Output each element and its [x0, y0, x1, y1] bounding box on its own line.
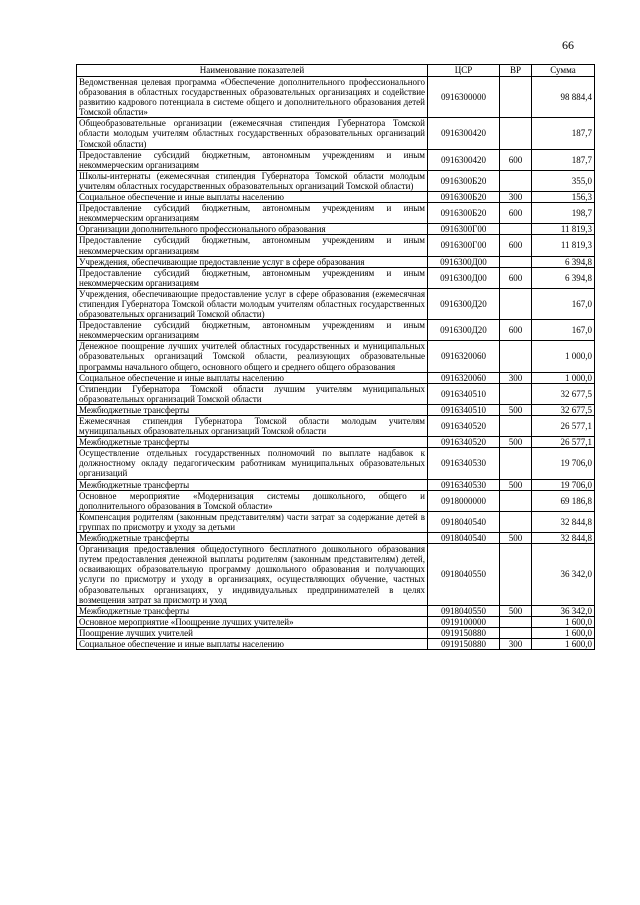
- table-row: [77, 118, 595, 149]
- row-csr-cell: 0918000000: [428, 490, 500, 511]
- page-number: 66: [562, 38, 574, 52]
- row-csr-cell: 0916300000: [428, 77, 500, 118]
- table-row: [77, 267, 595, 288]
- table-row: [77, 203, 595, 224]
- row-csr-cell: 0916300Б20: [428, 170, 500, 191]
- row-sum-cell: 36 342,0: [532, 544, 595, 606]
- row-name-cell: Социальное обеспечение и иные выплаты населению: [77, 372, 428, 383]
- table-row: [77, 616, 595, 627]
- row-vr-cell: [500, 170, 532, 191]
- row-name-cell: Денежное поощрение лучших учителей областных государственных и муниципальных образовательных организаций Томской области, реализующих образовательные программы начального общего, основного общего и среднего общего образования: [77, 341, 428, 372]
- row-vr-cell: 300: [500, 372, 532, 383]
- row-csr-cell: 0916300420: [428, 149, 500, 170]
- table-row: [77, 341, 595, 372]
- row-vr-cell: 500: [500, 437, 532, 448]
- row-vr-cell: 500: [500, 404, 532, 415]
- row-vr-cell: [500, 490, 532, 511]
- row-sum-cell: 1 600,0: [532, 627, 595, 638]
- row-vr-cell: 600: [500, 267, 532, 288]
- table-row: [77, 448, 595, 479]
- row-sum-cell: 26 577,1: [532, 416, 595, 437]
- row-vr-cell: [500, 448, 532, 479]
- row-csr-cell: 0916340510: [428, 404, 500, 415]
- table-row: [77, 192, 595, 203]
- header-csr: ЦСР: [428, 65, 500, 77]
- row-name-cell: Учреждения, обеспечивающие предоставление услуг в сфере образования: [77, 256, 428, 267]
- row-vr-cell: [500, 416, 532, 437]
- row-name-cell: Школы-интернаты (ежемесячная стипендия Губернатора Томской области молодым учителям областных государственных образовательных организаций Томской области): [77, 170, 428, 191]
- table-header: [77, 65, 595, 77]
- row-csr-cell: 0916300Д20: [428, 288, 500, 319]
- row-name-cell: Социальное обеспечение и иные выплаты населению: [77, 638, 428, 649]
- table-row: [77, 437, 595, 448]
- header-row: [77, 65, 595, 77]
- row-csr-cell: 0916300Д00: [428, 256, 500, 267]
- table-row: [77, 627, 595, 638]
- row-csr-cell: 0916320060: [428, 372, 500, 383]
- row-sum-cell: 19 706,0: [532, 448, 595, 479]
- table-row: [77, 404, 595, 415]
- row-name-cell: Социальное обеспечение и иные выплаты населению: [77, 192, 428, 203]
- table-row: [77, 533, 595, 544]
- row-sum-cell: 156,3: [532, 192, 595, 203]
- row-sum-cell: 6 394,8: [532, 256, 595, 267]
- table-row: [77, 170, 595, 191]
- row-vr-cell: [500, 256, 532, 267]
- row-name-cell: Компенсация родителям (законным представителям) части затрат за содержание детей в группах по присмотру и уходу за детьми: [77, 511, 428, 532]
- row-csr-cell: 0918040540: [428, 511, 500, 532]
- row-sum-cell: 6 394,8: [532, 267, 595, 288]
- row-csr-cell: 0919100000: [428, 616, 500, 627]
- row-vr-cell: [500, 118, 532, 149]
- row-csr-cell: 0916340520: [428, 416, 500, 437]
- row-sum-cell: 32 844,8: [532, 511, 595, 532]
- row-vr-cell: 500: [500, 479, 532, 490]
- row-name-cell: Организация предоставления общедоступного бесплатного дошкольного образования путем предоставления денежной выплаты родителям (законным представителям) детей, осваивающих образовательную программу дошкольного образования и получающих услуги по присмотру и уходу в организациях, осуществляющих обучение, частных образовательных организациях, у индивидуальных предпринимателей в целях возмещения затрат за присмотр и уход: [77, 544, 428, 606]
- row-csr-cell: 0916300420: [428, 118, 500, 149]
- row-name-cell: Межбюджетные трансферты: [77, 404, 428, 415]
- row-sum-cell: 11 819,3: [532, 235, 595, 256]
- row-sum-cell: 26 577,1: [532, 437, 595, 448]
- table-row: [77, 235, 595, 256]
- row-vr-cell: 600: [500, 320, 532, 341]
- row-csr-cell: 0916300Д20: [428, 320, 500, 341]
- row-vr-cell: [500, 383, 532, 404]
- row-sum-cell: 198,7: [532, 203, 595, 224]
- table-row: [77, 490, 595, 511]
- table-row: [77, 77, 595, 118]
- row-csr-cell: 0916300Г00: [428, 224, 500, 235]
- row-vr-cell: 600: [500, 149, 532, 170]
- row-name-cell: Предоставление субсидий бюджетным, автономным учреждениям и иным некоммерческим организациям: [77, 149, 428, 170]
- row-csr-cell: 0916300Б20: [428, 203, 500, 224]
- row-csr-cell: 0916300Д00: [428, 267, 500, 288]
- row-name-cell: Организации дополнительного профессионального образования: [77, 224, 428, 235]
- row-name-cell: Основное мероприятие «Модернизация системы дошкольного, общего и дополнительного образования в Томской области»: [77, 490, 428, 511]
- table-row: [77, 416, 595, 437]
- row-vr-cell: [500, 511, 532, 532]
- row-csr-cell: 0916320060: [428, 341, 500, 372]
- table-row: [77, 383, 595, 404]
- row-sum-cell: 32 677,5: [532, 383, 595, 404]
- row-csr-cell: 0916340510: [428, 383, 500, 404]
- row-csr-cell: 0916300Г00: [428, 235, 500, 256]
- row-sum-cell: 1 000,0: [532, 372, 595, 383]
- row-vr-cell: [500, 341, 532, 372]
- header-vr: ВР: [500, 65, 532, 77]
- row-sum-cell: 355,0: [532, 170, 595, 191]
- row-sum-cell: 32 844,8: [532, 533, 595, 544]
- row-name-cell: Предоставление субсидий бюджетным, автономным учреждениям и иным некоммерческим организациям: [77, 203, 428, 224]
- table-row: [77, 638, 595, 649]
- row-sum-cell: 36 342,0: [532, 605, 595, 616]
- row-sum-cell: 187,7: [532, 118, 595, 149]
- row-vr-cell: 600: [500, 235, 532, 256]
- row-vr-cell: [500, 616, 532, 627]
- table-row: [77, 479, 595, 490]
- row-sum-cell: 1 600,0: [532, 616, 595, 627]
- row-sum-cell: 32 677,5: [532, 404, 595, 415]
- row-vr-cell: [500, 224, 532, 235]
- row-csr-cell: 0918040540: [428, 533, 500, 544]
- table-row: [77, 256, 595, 267]
- row-vr-cell: 600: [500, 203, 532, 224]
- row-name-cell: Учреждения, обеспечивающие предоставление услуг в сфере образования (ежемесячная стипендия Губернатора Томской области молодым учителям областных государственных образовательных организаций Томской области): [77, 288, 428, 319]
- table-row: [77, 544, 595, 606]
- table-body: [77, 77, 595, 650]
- row-csr-cell: 0916340520: [428, 437, 500, 448]
- row-name-cell: Общеобразовательные организации (ежемесячная стипендия Губернатора Томской области молодым учителям областных государственных образовательных организаций Томской области): [77, 118, 428, 149]
- row-csr-cell: 0916300Б20: [428, 192, 500, 203]
- row-csr-cell: 0916340530: [428, 479, 500, 490]
- row-sum-cell: 19 706,0: [532, 479, 595, 490]
- table-row: [77, 511, 595, 532]
- row-sum-cell: 98 884,4: [532, 77, 595, 118]
- row-name-cell: Ежемесячная стипендия Губернатора Томской области молодым учителям муниципальных образовательных организаций Томской области: [77, 416, 428, 437]
- row-vr-cell: 300: [500, 192, 532, 203]
- row-vr-cell: [500, 77, 532, 118]
- row-vr-cell: [500, 544, 532, 606]
- row-vr-cell: [500, 627, 532, 638]
- table-row: [77, 320, 595, 341]
- row-csr-cell: 0918040550: [428, 544, 500, 606]
- row-name-cell: Осуществление отдельных государственных полномочий по выплате надбавок к должностному окладу педагогическим работникам муниципальных образовательных организаций: [77, 448, 428, 479]
- budget-table: [76, 64, 595, 650]
- table-row: [77, 149, 595, 170]
- row-name-cell: Межбюджетные трансферты: [77, 479, 428, 490]
- row-name-cell: Основное мероприятие «Поощрение лучших учителей»: [77, 616, 428, 627]
- row-vr-cell: 300: [500, 638, 532, 649]
- row-sum-cell: 187,7: [532, 149, 595, 170]
- row-name-cell: Межбюджетные трансферты: [77, 605, 428, 616]
- table-row: [77, 224, 595, 235]
- row-name-cell: Предоставление субсидий бюджетным, автономным учреждениям и иным некоммерческим организациям: [77, 267, 428, 288]
- row-name-cell: Ведомственная целевая программа «Обеспечение дополнительного профессионального образования в областных государственных образовательных организациях и содействие развитию кадрового потенциала в системе общего и дополнительного образования детей Томской области»: [77, 77, 428, 118]
- row-sum-cell: 69 186,8: [532, 490, 595, 511]
- row-name-cell: Межбюджетные трансферты: [77, 437, 428, 448]
- row-vr-cell: 500: [500, 605, 532, 616]
- row-name-cell: Предоставление субсидий бюджетным, автономным учреждениям и иным некоммерческим организациям: [77, 320, 428, 341]
- row-sum-cell: 11 819,3: [532, 224, 595, 235]
- row-sum-cell: 1 600,0: [532, 638, 595, 649]
- row-name-cell: Стипендии Губернатора Томской области лучшим учителям муниципальных образовательных организаций Томской области: [77, 383, 428, 404]
- table-row: [77, 288, 595, 319]
- row-csr-cell: 0919150880: [428, 638, 500, 649]
- row-vr-cell: 500: [500, 533, 532, 544]
- row-name-cell: Предоставление субсидий бюджетным, автономным учреждениям и иным некоммерческим организациям: [77, 235, 428, 256]
- table-row: [77, 605, 595, 616]
- header-sum: Сумма: [532, 65, 595, 77]
- row-sum-cell: 167,0: [532, 320, 595, 341]
- row-csr-cell: 0918040550: [428, 605, 500, 616]
- row-csr-cell: 0916340530: [428, 448, 500, 479]
- row-vr-cell: [500, 288, 532, 319]
- row-sum-cell: 1 000,0: [532, 341, 595, 372]
- row-name-cell: Межбюджетные трансферты: [77, 533, 428, 544]
- row-csr-cell: 0919150880: [428, 627, 500, 638]
- row-name-cell: Поощрение лучших учителей: [77, 627, 428, 638]
- row-sum-cell: 167,0: [532, 288, 595, 319]
- header-name: Наименование показателей: [77, 65, 428, 77]
- table-row: [77, 372, 595, 383]
